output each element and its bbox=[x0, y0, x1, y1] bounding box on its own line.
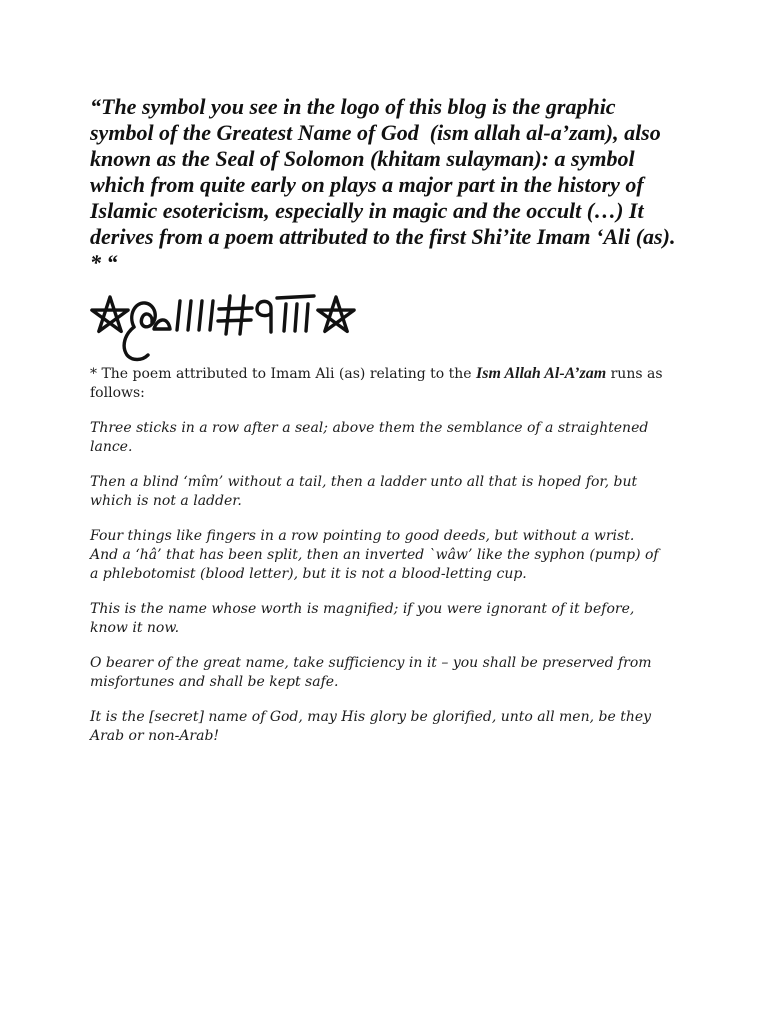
quote-line: * “ bbox=[90, 250, 118, 275]
quote-line: “The symbol you see in the logo of this blog is the graphic bbox=[90, 94, 616, 119]
stanza-line: Four things like fingers in a row pointing to good deeds, but without a wrist. bbox=[90, 528, 635, 544]
stanza-line: a phlebotomist (blood letter), but it is not a blood-letting cup. bbox=[90, 566, 527, 582]
split-ha-stroke bbox=[132, 303, 155, 327]
finger-stroke bbox=[210, 301, 213, 330]
poem-section bbox=[90, 364, 690, 762]
stanza-line: which is not a ladder. bbox=[90, 493, 242, 509]
poem-stanza bbox=[90, 527, 690, 584]
opening-quote bbox=[90, 94, 675, 276]
ladder-rung bbox=[218, 320, 251, 321]
stanza-line: This is the name whose worth is magnified; if you were ignorant of it before, bbox=[90, 601, 635, 617]
poem-stanza bbox=[90, 419, 690, 457]
stick-stroke bbox=[295, 304, 297, 331]
inverted-waw-tail bbox=[124, 327, 148, 360]
ladder-rail bbox=[226, 296, 230, 334]
poem-stanza bbox=[90, 600, 690, 638]
finger-stroke bbox=[177, 301, 180, 330]
intro-line bbox=[90, 364, 690, 384]
ladder-rung bbox=[219, 308, 252, 309]
stanza-line: Arab or non-Arab! bbox=[90, 728, 220, 744]
quote-line: Islamic esotericism, especially in magic and the occult (…) It bbox=[90, 198, 644, 223]
stanza-line: misfortunes and shall be kept safe. bbox=[90, 674, 339, 690]
poem-stanza bbox=[90, 654, 690, 692]
intro-continuation: follows: bbox=[90, 385, 145, 401]
finger-stroke bbox=[199, 301, 202, 330]
poem-intro bbox=[90, 364, 690, 403]
intro-emphasis: Ism Allah Al-A’zam bbox=[476, 365, 607, 382]
stick-stroke bbox=[284, 304, 286, 331]
stanza-line: O bearer of the great name, take sufficiency in it – you shall be preserved from bbox=[90, 655, 652, 671]
poem-stanza bbox=[90, 473, 690, 511]
lance-line bbox=[277, 296, 314, 298]
intro-suffix: runs as bbox=[610, 366, 663, 382]
quote-line: known as the Seal of Solomon (khitam sulayman): a symbol bbox=[90, 146, 635, 171]
right-pentagram bbox=[318, 297, 354, 331]
stanza-line: And a ‘hâ’ that has been split, then an inverted `wâw’ like the syphon (pump) of bbox=[90, 547, 659, 563]
ha-second-loop bbox=[154, 320, 170, 329]
stanza-line: lance. bbox=[90, 439, 133, 455]
finger-stroke bbox=[188, 301, 191, 330]
poem-stanza bbox=[90, 708, 690, 746]
quote-line: which from quite early on plays a major part in the history of bbox=[90, 172, 644, 197]
stanza-line: Three sticks in a row after a seal; above them the semblance of a straightened bbox=[90, 420, 649, 436]
ladder-rail bbox=[240, 296, 244, 334]
quote-line: symbol of the Greatest Name of God (ism allah al-a’zam), also bbox=[90, 120, 661, 145]
stick-stroke bbox=[306, 304, 308, 331]
stanza-line: Then a blind ‘mîm’ without a tail, then a ladder unto all that is hoped for, but bbox=[90, 474, 638, 490]
blind-mim bbox=[257, 301, 271, 332]
intro-prefix: * The poem attributed to Imam Ali (as) relating to the bbox=[90, 366, 472, 382]
left-pentagram bbox=[92, 297, 128, 331]
greatest-name-seal-graphic bbox=[88, 283, 358, 363]
stanza-line: It is the [secret] name of God, may His glory be glorified, unto all men, be they bbox=[90, 709, 652, 725]
stanza-line: know it now. bbox=[90, 620, 180, 636]
quote-line: derives from a poem attributed to the first Shi’ite Imam ‘Ali (as). bbox=[90, 224, 676, 249]
